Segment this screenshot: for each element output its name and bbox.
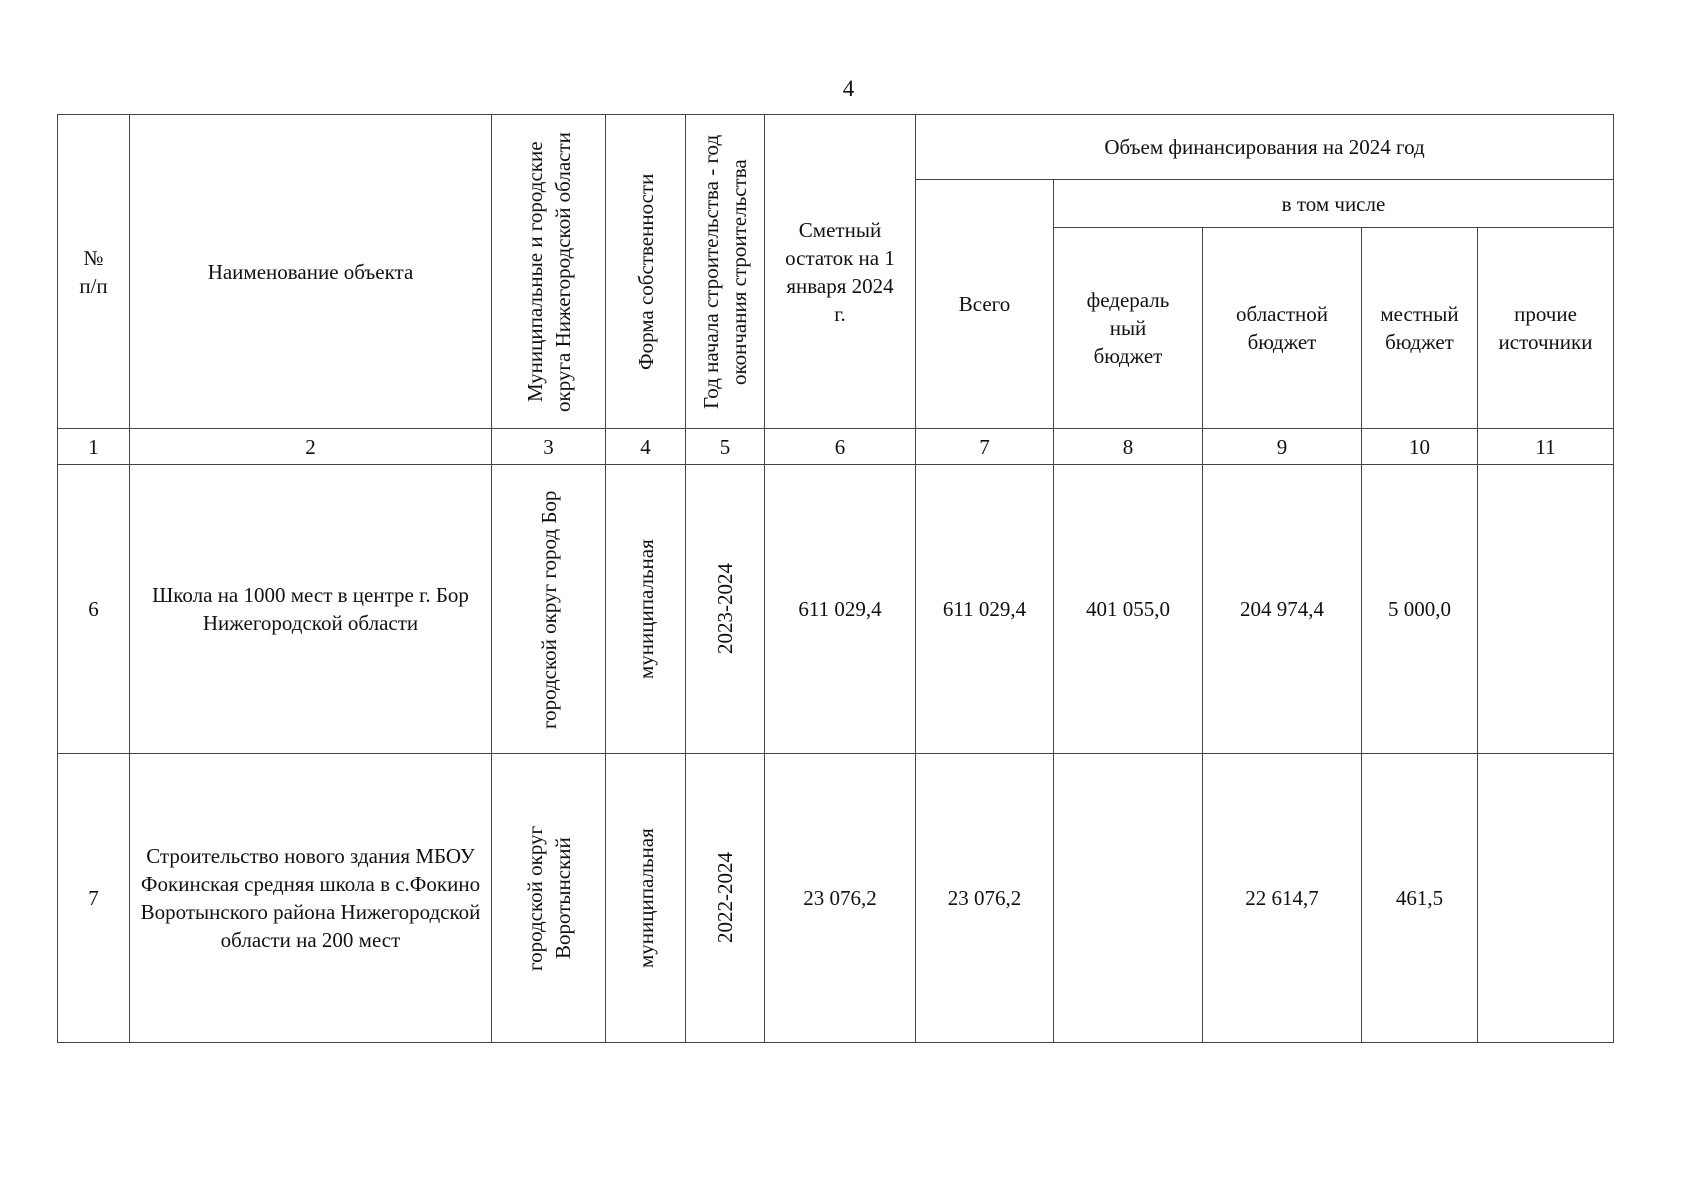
header-row-1 [58, 115, 1614, 180]
header-local: местный бюджет [1362, 228, 1478, 429]
column-number: 5 [686, 429, 765, 465]
row-ownership: муниципальная [606, 465, 686, 754]
column-number: 4 [606, 429, 686, 465]
header-including-group: в том числе [1054, 180, 1614, 228]
row-district: городской округ Воротынский [492, 754, 606, 1043]
column-number: 11 [1478, 429, 1614, 465]
column-number: 3 [492, 429, 606, 465]
column-number: 6 [765, 429, 916, 465]
column-number: 9 [1203, 429, 1362, 465]
header-ownership: Форма собственности [606, 115, 686, 429]
header-name: Наименование объекта [130, 115, 492, 429]
row-total: 611 029,4 [916, 465, 1054, 754]
header-other: прочие источники [1478, 228, 1614, 429]
column-number: 7 [916, 429, 1054, 465]
page-number: 4 [842, 76, 855, 101]
row-regional: 204 974,4 [1203, 465, 1362, 754]
row-years: 2022-2024 [686, 754, 765, 1043]
row-name: Строительство нового здания МБОУ Фокинская средняя школа в с.Фокино Воротынского района Нижегородской области на 200 мест [130, 754, 492, 1043]
row-district: городской округ город Бор [492, 465, 606, 754]
header-district: Муниципальные и городские округа Нижегородской области [492, 115, 606, 429]
row-other [1478, 465, 1614, 754]
row-local: 5 000,0 [1362, 465, 1478, 754]
header-total: Всего [916, 180, 1054, 429]
row-regional: 22 614,7 [1203, 754, 1362, 1043]
row-total: 23 076,2 [916, 754, 1054, 1043]
row-estimate: 611 029,4 [765, 465, 916, 754]
column-number: 2 [130, 429, 492, 465]
row-num: 6 [58, 465, 130, 754]
row-name: Школа на 1000 мест в центре г. Бор Нижегородской области [130, 465, 492, 754]
row-other [1478, 754, 1614, 1043]
financing-table [57, 114, 1614, 1043]
header-federal: федераль ный бюджет [1054, 228, 1203, 429]
header-financing-group: Объем финансирования на 2024 год [916, 115, 1614, 180]
table-row [58, 465, 1614, 754]
header-estimate: Сметный остаток на 1 января 2024 г. [765, 115, 916, 429]
row-local: 461,5 [1362, 754, 1478, 1043]
row-ownership: муниципальная [606, 754, 686, 1043]
column-number: 1 [58, 429, 130, 465]
column-number: 8 [1054, 429, 1203, 465]
header-num: № п/п [58, 115, 130, 429]
row-federal [1054, 754, 1203, 1043]
row-estimate: 23 076,2 [765, 754, 916, 1043]
header-years: Год начала строительства - год окончания строительства [686, 115, 765, 429]
header-regional: областной бюджет [1203, 228, 1362, 429]
row-federal: 401 055,0 [1054, 465, 1203, 754]
table-row [58, 754, 1614, 1043]
row-num: 7 [58, 754, 130, 1043]
row-years: 2023-2024 [686, 465, 765, 754]
column-number-row [58, 429, 1614, 465]
column-number: 10 [1362, 429, 1478, 465]
